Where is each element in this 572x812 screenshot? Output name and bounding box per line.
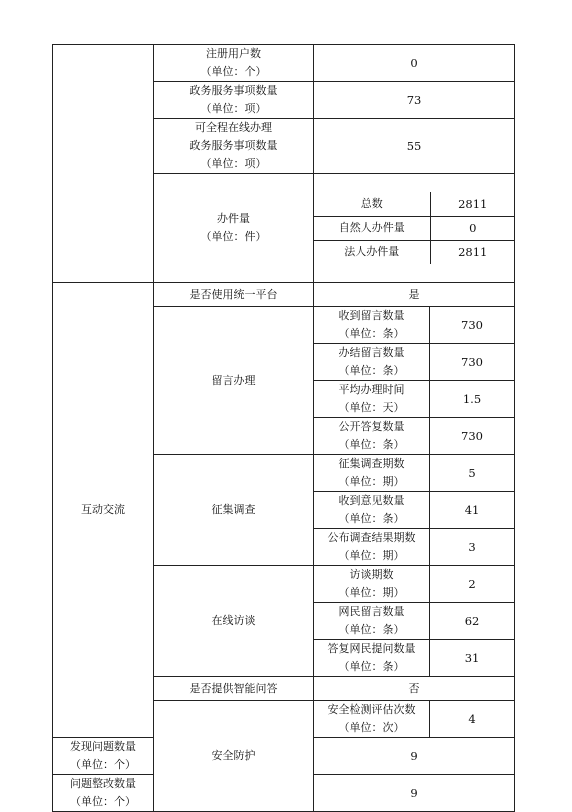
security-evaluations-label: 安全检测评估次数 （单位：次） (314, 701, 430, 738)
interviews-questions-value: 62 (430, 603, 515, 640)
cases-subtable (314, 192, 515, 264)
security-evaluations-value: 4 (430, 701, 515, 738)
interviews-title: 在线访谈 (154, 566, 314, 677)
survey-opinions-label: 收到意见数量 （单位：条） (314, 492, 430, 529)
security-issues-found-value: 9 (314, 738, 515, 775)
statistics-table (52, 44, 515, 812)
registered-users-value: 0 (314, 45, 515, 82)
cases-total-label: 总数 (314, 192, 430, 216)
messages-public-replies-value: 730 (430, 418, 515, 455)
messages-public-replies-label: 公开答复数量 （单位：条） (314, 418, 430, 455)
gov-services-value: 73 (314, 82, 515, 119)
interviews-answers-label: 答复网民提问数量 （单位：条） (314, 640, 430, 677)
survey-results-label: 公布调查结果期数 （单位：期） (314, 529, 430, 566)
messages-closed-label: 办结留言数量 （单位：条） (314, 344, 430, 381)
interviews-periods-label: 访谈期数 （单位：期） (314, 566, 430, 603)
survey-opinions-value: 41 (430, 492, 515, 529)
smart-qa-label: 是否提供智能问答 (154, 677, 314, 701)
messages-avg-time-value: 1.5 (430, 381, 515, 418)
messages-title: 留言办理 (154, 307, 314, 455)
unified-platform-label: 是否使用统一平台 (154, 283, 314, 307)
cases-natural-value: 0 (430, 216, 515, 240)
survey-periods-value: 5 (430, 455, 515, 492)
survey-title: 征集调查 (154, 455, 314, 566)
registered-users-label: 注册用户数 （单位：个） (154, 45, 314, 82)
security-issues-fixed-label: 问题整改数量 （单位：个） (53, 775, 154, 812)
cases-legal-value: 2811 (430, 240, 515, 264)
cases-label: 办件量 （单位：件） (154, 174, 314, 283)
messages-received-value: 730 (430, 307, 515, 344)
online-services-value: 55 (314, 119, 515, 174)
interaction-title: 互动交流 (53, 283, 154, 738)
unified-platform-value: 是 (314, 283, 515, 307)
cases-natural-label: 自然人办件量 (314, 216, 430, 240)
interviews-answers-value: 31 (430, 640, 515, 677)
gov-services-label: 政务服务事项数量 （单位：项） (154, 82, 314, 119)
online-services-label: 可全程在线办理 政务服务事项数量 （单位：项） (154, 119, 314, 174)
cases-total-value: 2811 (430, 192, 515, 216)
messages-avg-time-label: 平均办理时间 （单位：天） (314, 381, 430, 418)
survey-results-value: 3 (430, 529, 515, 566)
cases-legal-label: 法人办件量 (314, 240, 430, 264)
messages-received-label: 收到留言数量 （单位：条） (314, 307, 430, 344)
section-service-cell (53, 45, 154, 283)
messages-closed-value: 730 (430, 344, 515, 381)
security-issues-found-label: 发现问题数量 （单位：个） (53, 738, 154, 775)
smart-qa-value: 否 (314, 677, 515, 701)
interviews-questions-label: 网民留言数量 （单位：条） (314, 603, 430, 640)
security-title: 安全防护 (154, 701, 314, 812)
security-issues-fixed-value: 9 (314, 775, 515, 812)
survey-periods-label: 征集调查期数 （单位：期） (314, 455, 430, 492)
interviews-periods-value: 2 (430, 566, 515, 603)
